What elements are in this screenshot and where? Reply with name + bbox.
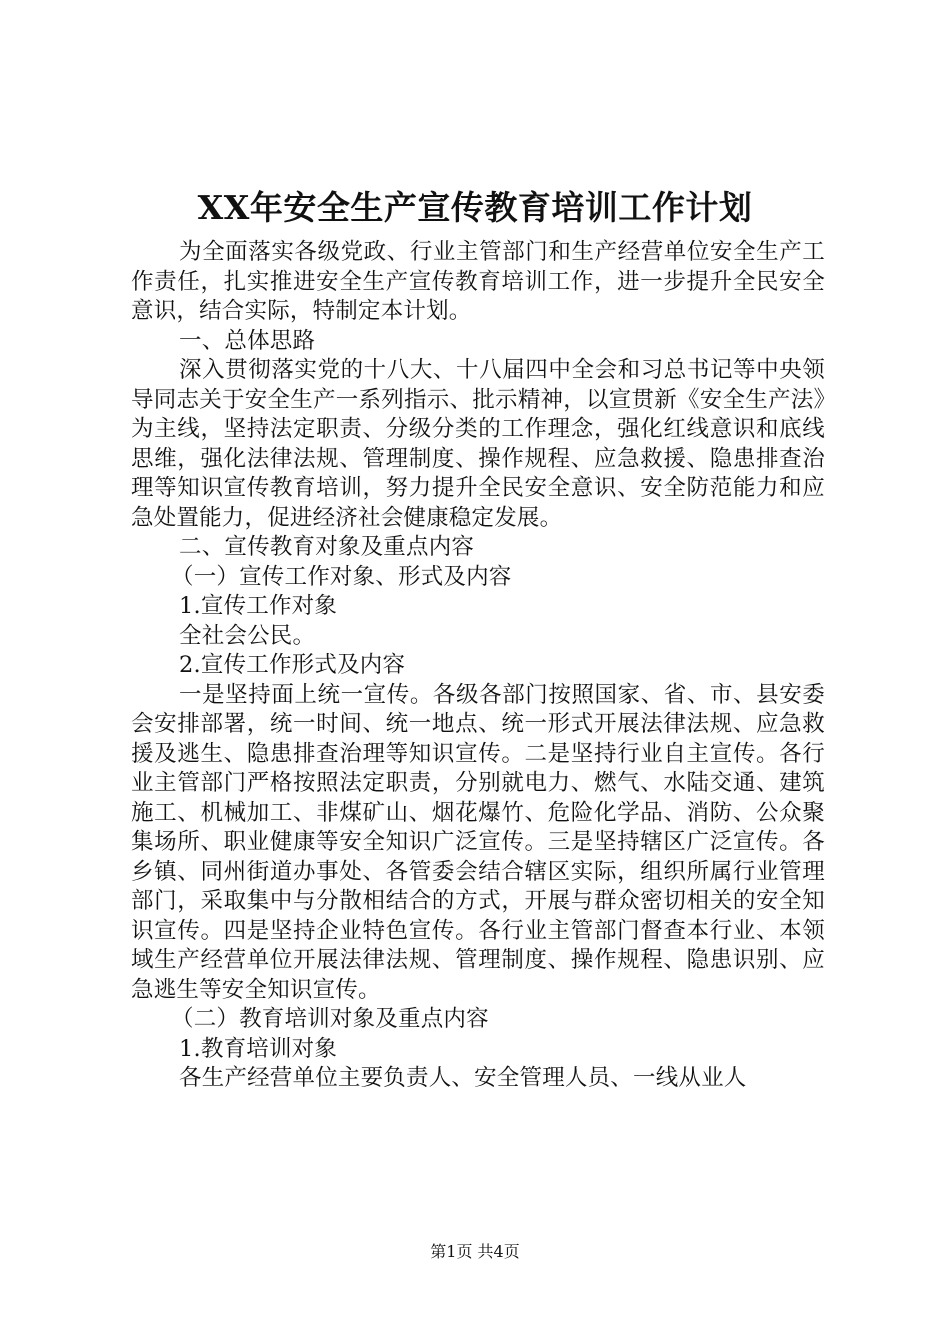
publicity-targets-paragraph: 全社会公民。 [179, 622, 316, 649]
overall-approach-paragraph: 深入贯彻落实党的十八大、十八届四中全会和习总书记等中央领导同志关于安全生产一系列指示、批示精神，以宣贯新《安全生产法》为主线，坚持法定职责、分级分类的工作理念，强化红线意识和底线思维，强化法律法规、管理制度、操作规程、应急救援、隐患排查治理等知识宣传教育培训，努力提升全民安全意识、安全防范能力和应急处置能力，促进经济社会健康稳定发展。 [131, 357, 825, 531]
item-heading-training-targets: 1.教育培训对象 [179, 1035, 338, 1062]
training-targets-paragraph: 各生产经营单位主要负责人、安全管理人员、一线从业人 [179, 1065, 747, 1091]
publicity-forms-paragraph: 一是坚持面上统一宣传。各级各部门按照国家、省、市、县安委会安排部署，统一时间、统一地点、统一形式开展法律法规、应急救援及逃生、隐患排查治理等知识宣传。二是坚持行业自主宣传。各行业主管部门严格按照法定职责，分别就电力、燃气、水陆交通、建筑施工、机械加工、非煤矿山、烟花爆竹、危险化学品、消防、公众聚集场所、职业健康等安全知识广泛宣传。三是坚持辖区广泛宣传。各乡镇、同州街道办事处、各管委会结合辖区实际，组织所属行业管理部门，采取集中与分散相结合的方式，开展与群众密切相关的安全知识宣传。四是坚持企业特色宣传。各行业主管部门督查本行业、本领域生产经营单位开展法律法规、管理制度、操作规程、隐患识别、应急逃生等安全知识宣传。 [131, 681, 825, 1003]
subsection-heading-training: （二）教育培训对象及重点内容 [171, 1006, 489, 1032]
item-heading-publicity-targets: 1.宣传工作对象 [179, 593, 338, 619]
section-heading-overall-approach: 一、总体思路 [179, 327, 316, 354]
document-body [131, 238, 825, 1094]
intro-paragraph: 为全面落实各级党政、行业主管部门和生产经营单位安全生产工作责任，扎实推进安全生产宣传教育培训工作，进一步提升全民安全意识，结合实际，特制定本计划。 [131, 239, 825, 324]
document-title: XX年安全生产宣传教育培训工作计划 [197, 188, 753, 227]
subsection-heading-publicity: （一）宣传工作对象、形式及内容 [171, 563, 512, 590]
item-heading-publicity-forms: 2.宣传工作形式及内容 [179, 652, 406, 678]
section-heading-targets-and-content: 二、宣传教育对象及重点内容 [179, 534, 475, 560]
page-footer: 第1页 共4页 [430, 1242, 520, 1261]
